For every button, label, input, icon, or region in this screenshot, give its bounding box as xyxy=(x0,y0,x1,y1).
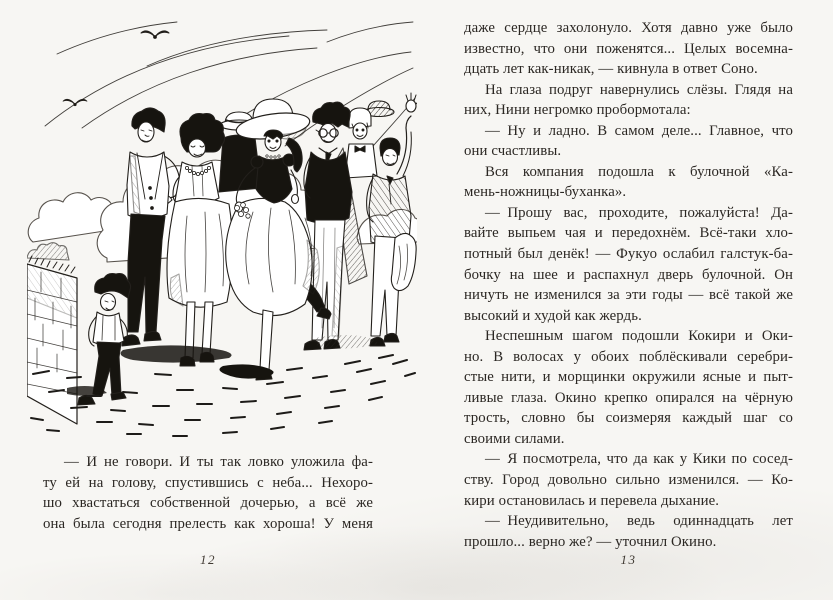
text-line: известно, что они поженятся... Целых восемна- xyxy=(464,40,793,57)
text-line: ту ей на голову, спустившись с неба... Нехоро- xyxy=(43,474,373,491)
text-line: своими силами. xyxy=(464,430,565,447)
brick-wall xyxy=(27,256,77,424)
text-line: трость, словно бы соизмеряя каждый шаг со xyxy=(464,410,793,427)
bird-icon xyxy=(63,99,87,105)
text-line: ливые глаза. Окино крепко опирался на чёрную xyxy=(464,389,793,406)
text-line: они счастливы. xyxy=(464,143,562,160)
text-line: них, Нини негромко пробормотала: xyxy=(464,102,691,119)
text-line: потный был денёк! — Фукуо ослабил галстук-ба- xyxy=(464,246,793,263)
page-number-right: 13 xyxy=(620,552,637,567)
text-line: она была сегодня прелесть как хороша! У меня xyxy=(43,515,373,532)
text-line: но. В волосах у обоих поблёскивали серебри- xyxy=(464,348,793,365)
text-line: Вся компания подошла к булочной «Ка- xyxy=(485,163,793,180)
text-line: ничуть не изменился за эти годы — всё такой же xyxy=(464,287,793,304)
page-left xyxy=(0,0,416,600)
right-page-text xyxy=(464,18,793,552)
text-line: — Прошу вас, проходите, пожалуйста! Да- xyxy=(485,204,793,221)
text-line: — И не говори. И ты так ловко уложила фа- xyxy=(64,454,373,470)
text-line: кири остановилась и перевела дыхание. xyxy=(464,492,720,509)
left-page-text xyxy=(43,452,373,534)
text-line: Неспешным шагом подошли Кокири и Оки- xyxy=(485,328,793,345)
page-number-left: 12 xyxy=(200,552,216,567)
text-line: прошло... верно же? — уточнил Окино. xyxy=(464,533,717,550)
text-line: — Я посмотрела, что да как у Кики по сосед- xyxy=(485,451,793,468)
text-line: даже сердце захолонуло. Хотя давно уже было xyxy=(464,20,793,36)
text-line: шо хвастаться собственной дочерью, а всё же xyxy=(43,495,373,512)
text-line: — Неудивительно, ведь одиннадцать лет xyxy=(485,513,793,530)
text-line: На глаза подруг навернулись слёзы. Глядя на xyxy=(485,81,793,98)
bird-icon xyxy=(141,31,169,38)
text-line: стые нити, и морщинки окружили ясные и пыт- xyxy=(464,369,793,386)
figure-boy-front xyxy=(78,274,131,406)
illustration-wedding-procession xyxy=(27,6,417,438)
page-right xyxy=(416,0,833,600)
text-line: высокий и худой как жердь. xyxy=(464,307,642,324)
text-line: — Ну и ладно. В самом деле... Главное, что xyxy=(485,122,793,139)
text-line: дцать лет как-никак, — кивнула в ответ Соно. xyxy=(464,61,758,78)
bushes xyxy=(27,243,69,260)
figure-waving-man xyxy=(367,93,417,346)
text-line: бочку на шее и распахнул дверь булочной. Он xyxy=(464,266,793,283)
text-line: мень-ножницы-буханка». xyxy=(464,184,627,201)
text-line: вайте выпьем чая и передохнём. Всё-таки хло- xyxy=(464,225,793,242)
text-line: ству. Город довольно сильно изменился. — Ко- xyxy=(464,472,793,489)
